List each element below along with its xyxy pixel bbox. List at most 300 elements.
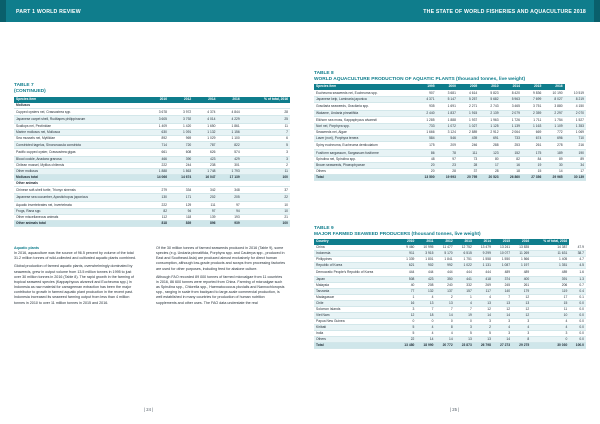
table8-col-header: 2000 (437, 84, 458, 90)
table9-cell: 0 (531, 337, 569, 343)
table9-cell: 3 (455, 324, 474, 330)
table9-cell: 0.0 (569, 312, 586, 318)
table7-cell: 1 132 (193, 129, 217, 135)
table9-cell: 5 170 (436, 251, 455, 257)
table8-cell: 2 079 (501, 110, 522, 116)
table8-cell: 1 726 (501, 116, 522, 123)
table9-cell: 40 (397, 282, 416, 288)
table7-cell: 279 (145, 187, 169, 194)
table7-cell: 896 (193, 221, 217, 227)
table9-row-label: Solomon Islands (314, 306, 397, 312)
table8-cell: 935 (415, 103, 436, 110)
table8-title (314, 71, 525, 82)
table8-cell: 4 371 (415, 97, 436, 103)
table8-cell: 89 (565, 157, 586, 163)
table7-row-label: Molluscs total (14, 174, 145, 180)
table9-cell: 1 558 (474, 257, 493, 263)
table7-col-header: 2012 (169, 97, 193, 103)
table9-cell: 1 801 (416, 257, 435, 263)
table9-col-header: 2011 (416, 239, 435, 245)
text-column-b (156, 246, 286, 309)
table8-cell: 261 (522, 142, 543, 149)
table9-cell: 1 351 (531, 263, 569, 269)
table9-cell: 0 (397, 318, 416, 324)
table7-cell: 892 (145, 135, 169, 141)
body-paragraph: In 2016, aquaculture was the source of 96.5 percent by volume of the total 31.2 million tonnes of wild-collected and cultivated aquatic plants combined. (14, 251, 137, 261)
table9-col-header: 2016 (512, 239, 531, 245)
table8-row-label: Wakame, Undaria pinnatifida (314, 110, 415, 116)
table8-cell: 1 963 (479, 116, 500, 123)
table9-cell: 206 (531, 282, 569, 288)
table9-cell: 11 477 (436, 245, 455, 251)
table9-cell: 245 (493, 282, 512, 288)
table8-cell: 2 070 (565, 110, 586, 116)
table9-cell: 29 275 (512, 343, 531, 349)
table9-cell: 441 (455, 276, 474, 282)
table9-cell: 902 (416, 263, 435, 269)
table9-cell: 8 (512, 337, 531, 343)
table7-cell: 16 047 (193, 174, 217, 180)
table8-row-label: Gracilaria seaweeds, Gracilaria spp. (314, 103, 415, 110)
table7-row-label: Molluscs (14, 103, 145, 109)
table9-row-label: Malaysia (314, 282, 397, 288)
table7-col-header: Species item (14, 97, 145, 103)
table8-cell: 189 (543, 149, 564, 156)
table8-cell: 37 (458, 169, 479, 175)
table9-cell: 3 (512, 318, 531, 324)
table9-cell: 20 772 (436, 343, 455, 349)
text-column-a (14, 246, 138, 309)
table7-cell: 193 (218, 215, 242, 221)
table8-col-header: 2016 (543, 84, 564, 90)
table7-cell: 429 (218, 156, 242, 162)
body-paragraph: Global production of farmed aquatic plants, overwhelmingly dominated by seaweeds, grew in output volume from 13.5 million tonnes in 1995 to just over 30 million tonnes in 2016 (Table 8). The rapid growth in the farming of tropical seaweed species (Kappaphycus alvarezii and Eucheuma spp.) in Indonesia as raw material for carrageenan extraction has been the major contributor to growth in farmed aquatic plant production in the recent past. Indonesia increased its seaweed farming output from less than 4 million tonnes in 2010 to over 11 million tonnes in 2015 and 2016. (14, 264, 134, 305)
table7-cell: 11 (242, 168, 290, 174)
table9-cell: 489 (512, 269, 531, 276)
table9-cell: 3 (493, 331, 512, 337)
table7-cell: 1 156 (218, 129, 242, 135)
table7-row-label: Frogs, Rana spp. (14, 209, 145, 215)
table8-cell: 28 (458, 163, 479, 169)
table7-cell: 112 (145, 215, 169, 221)
table9-cell: 1 550 (493, 257, 512, 263)
table8-cell: 5 257 (458, 97, 479, 103)
table9-cell: 0.1 (569, 294, 586, 300)
table8-cell: 710 (565, 136, 586, 142)
table9-col-header: 2010 (397, 239, 416, 245)
table8-row-label: Fusiform sargassum, Sargassum fusiforme (314, 149, 415, 156)
table8-cell: 1 139 (501, 124, 522, 130)
table9-cell: 444 (416, 269, 435, 276)
table8-cell: 13 500 (415, 175, 436, 181)
table9-title (314, 226, 481, 237)
table9-cell: 3 (397, 306, 416, 312)
table8-cell: 80 (479, 157, 500, 163)
table7-cell: 1 748 (193, 168, 217, 174)
table8-row (314, 103, 586, 110)
table8-cell: 3 751 (522, 103, 543, 110)
table7-row-label: Chilean mussel, Mytilus chilensis (14, 162, 145, 168)
table9-cell: 5 (474, 331, 493, 337)
table8-cell: 246 (458, 142, 479, 149)
table9-cell: 4 (455, 300, 474, 306)
table8-cell: 1 888 (437, 116, 458, 123)
table9-cell: 0.0 (569, 324, 586, 330)
table8-cell: 1 109 (543, 124, 564, 130)
table7-row (14, 109, 290, 116)
table9-cell: 4 (512, 324, 531, 330)
table8-cell: 1 285 (415, 116, 436, 123)
table8-cell: 1 069 (565, 130, 586, 136)
table7-row (14, 187, 290, 194)
table8-row-label: Laver (nori), Porphyra tenera (314, 136, 415, 142)
table9-cell: 77 (397, 288, 416, 294)
table9-cell: 423 (416, 276, 435, 282)
table8-cell: 26 860 (501, 175, 522, 181)
table8-cell: 10 519 (565, 90, 586, 97)
table8-cell: 1 353 (565, 124, 586, 130)
table9-cell: 13 241 (493, 245, 512, 251)
table7-row-label: Other molluscs (14, 168, 145, 174)
table9-cell: 332 (455, 282, 474, 288)
table9-cell: 992 (436, 263, 455, 269)
table8-col-header: 2014 (501, 84, 522, 90)
table8-number: TABLE 8 (314, 71, 334, 76)
table9-cell: 0 (436, 318, 455, 324)
table8-cell: 2 743 (479, 103, 500, 110)
table8-row-label: Elkhorn sea moss, Kappaphycus alvarezii (314, 116, 415, 123)
table8-col-header: 2010 (479, 84, 500, 90)
table8-cell: 3 880 (543, 103, 564, 110)
table7-cell: 608 (169, 149, 193, 156)
table8-cell: 23 (437, 163, 458, 169)
table7-cell: 839 (169, 221, 193, 227)
page-number-right: | 25 | (450, 407, 460, 412)
table9-cell: 18 (416, 312, 435, 318)
table7-row (14, 116, 290, 123)
table7-row-label: Japanese sea cucumber, Apostichopus japonicus (14, 194, 145, 201)
table7-cell: 82 (145, 209, 169, 215)
table7-cell: 4 374 (193, 109, 217, 116)
table7-row (14, 142, 290, 149)
table8-cell: 1 915 (458, 110, 479, 116)
table9-cell: 489 (493, 269, 512, 276)
table9-cell: 0.0 (569, 318, 586, 324)
table9-cell: 2 (436, 294, 455, 300)
table9-cell: 15 (531, 300, 569, 306)
table9-row-label: China (314, 245, 397, 251)
table8-cell: 190 (565, 149, 586, 156)
table9-row-label: Madagascar (314, 294, 397, 300)
table7-row-label: Pacific cupped oyster, Crassostrea gigas (14, 149, 145, 156)
table8-cell: 1 125 (479, 124, 500, 130)
table9-cell: 0 (416, 318, 435, 324)
table7-cell: 129 (169, 201, 193, 208)
table9-cell: 1 339 (397, 257, 416, 263)
table9-cell: 1 (455, 294, 474, 300)
table8-cell: 2 297 (543, 110, 564, 116)
table8-col-header: 1995 (415, 84, 436, 90)
table9-cell: 2 (474, 324, 493, 330)
table9-cell: 4 (416, 331, 435, 337)
table9-row-label: India (314, 331, 397, 337)
table8-cell: 175 (522, 149, 543, 156)
table9-cell: 13 835 (512, 245, 531, 251)
table7-cell: 28 (242, 109, 290, 116)
table9-cell: 3 (512, 331, 531, 337)
table7-row-label: Other miscellaneous animals (14, 215, 145, 221)
table7-caption: (CONTINUED) (14, 88, 46, 94)
table8-cell: 27 356 (522, 175, 543, 181)
table8-cell: 4 150 (565, 103, 586, 110)
table8-cell: 216 (565, 142, 586, 149)
table7-col-header: 2014 (193, 97, 217, 103)
body-paragraph: Although FAO recorded 89 000 tonnes of farmed microalgae from 11 countries in 2016, 86 600 tonnes were reported from China. Farming of microalgae such as Spirulina spp., Chlorella spp., Haematococcus pluvialis and Nannochloropsis spp., ranging in scale from backyard to large-scale commercial production, is well established in many countries for production of human nutrition supplements and other uses. The FAO data understate the real (156, 274, 285, 305)
table9-cell: 4 (436, 331, 455, 337)
table7-row (14, 221, 290, 227)
table7-cell: 423 (193, 156, 217, 162)
table9-number: TABLE 9 (314, 226, 334, 231)
table8-cell: 2 912 (479, 130, 500, 136)
table8-cell: 29 965 (543, 175, 564, 181)
table9-cell: 13 (455, 337, 474, 343)
table9-cell: 1 131 (474, 263, 493, 269)
table9-cell: 11 (531, 306, 569, 312)
table8-cell: 84 (522, 157, 543, 163)
table7-cell: 94 (169, 209, 193, 215)
table9-cell: 1 022 (455, 263, 474, 269)
table9-caption: MAJOR FARMED SEAWEED PRODUCERS (thousand tonnes, live weight) (314, 231, 481, 237)
table9-cell: 1 (397, 294, 416, 300)
table9-cell: 269 (474, 282, 493, 288)
table7-cell: 3 (242, 156, 290, 162)
table8-cell: 78 (437, 149, 458, 156)
table8-cell: 2 440 (415, 110, 436, 116)
table7-cell: 630 (145, 129, 169, 135)
table9-cell: 14 (493, 337, 512, 343)
table8-cell: 584 (415, 136, 436, 142)
table8 (314, 84, 586, 181)
table8-cell: 439 (458, 136, 479, 142)
table9-cell: 157 (455, 288, 474, 294)
table9-cell: 8 (436, 324, 455, 330)
table7-cell: 574 (218, 149, 242, 156)
table7-cell: 222 (145, 201, 169, 208)
table9-row (314, 343, 586, 349)
table7-cell: 390 (169, 156, 193, 162)
report-title: THE STATE OF WORLD FISHERIES AND AQUACULTURE 2018 (423, 9, 586, 15)
table8-row-label: Japanese kelp, Laminaria japonica (314, 97, 415, 103)
table9-cell: 13 (474, 337, 493, 343)
table9-cell: 0 (455, 318, 474, 324)
table9-cell: 23 873 (455, 343, 474, 349)
table8-cell: 97 (437, 157, 458, 163)
table8-cell: 20 (415, 169, 436, 175)
table7-cell: 4 229 (218, 116, 242, 123)
table8-cell: 1 163 (522, 124, 543, 130)
table9-row-label: Others (314, 337, 397, 343)
table8-cell: 2 139 (479, 110, 500, 116)
table8-cell: 5 147 (437, 97, 458, 103)
table9-col-header: Country (314, 239, 397, 245)
table9-cell: 1.6 (569, 269, 586, 276)
table9-cell: 13 (474, 300, 493, 306)
table7-cell: 1 409 (145, 123, 169, 129)
table7-cell: 100 (242, 174, 290, 180)
table7-row-label: Japanese carpet shell, Ruditapes philippinarum (14, 116, 145, 123)
table7-title (14, 83, 46, 94)
table9-cell: 208 (416, 282, 435, 288)
table8-col-header: 2015 (522, 84, 543, 90)
table8-row-label: Spirulina nei, Spirulina spp. (314, 157, 415, 163)
table7-cell: 1 793 (218, 168, 242, 174)
table8-cell: 17 (565, 169, 586, 175)
table9-cell: 132 (416, 288, 435, 294)
table9-cell: 3 (531, 331, 569, 337)
table9-cell: 11 631 (531, 251, 569, 257)
table9-cell: 26 798 (474, 343, 493, 349)
table8-caption: WORLD AQUACULTURE PRODUCTION OF AQUATIC PLANTS (thousand tonnes, live weight) (314, 76, 526, 82)
table9-cell: 47.9 (569, 245, 586, 251)
table7-cell: 818 (145, 221, 169, 227)
table9-cell: 0.7 (569, 282, 586, 288)
table8-cell: 30 (543, 163, 564, 169)
table8-cell: 30 139 (565, 175, 586, 181)
table7-cell: 3 972 (169, 109, 193, 116)
table7-cell: 822 (218, 142, 242, 149)
table9-cell: 1 197 (512, 263, 531, 269)
table7-cell: 1 650 (193, 123, 217, 129)
table8-row-label: Seaweeds nei, Algae (314, 130, 415, 136)
table8-cell: 15 (522, 169, 543, 175)
table9-cell: 12 (474, 306, 493, 312)
table8-cell: 8 420 (501, 90, 522, 97)
table9-cell: 4 (531, 324, 569, 330)
table7-cell: 3 605 (145, 116, 169, 123)
table9-cell: 0.0 (569, 331, 586, 337)
table7-cell: 1 863 (169, 168, 193, 174)
table7-cell: 6 (242, 135, 290, 141)
table8-cell: 288 (479, 142, 500, 149)
table7-row-label: Chinese soft-shell turtle, Trionyx sinensis (14, 187, 145, 194)
table7-cell: 202 (193, 194, 217, 201)
table9-cell: 261 (512, 282, 531, 288)
table9-cell: 400 (512, 276, 531, 282)
table9-cell: 1 566 (512, 257, 531, 263)
table8-cell: 674 (522, 136, 543, 142)
table8-cell: 1 837 (437, 110, 458, 116)
table8-cell: 1 937 (458, 116, 479, 123)
table9-cell: 6 515 (455, 251, 474, 257)
table7-cell: 348 (218, 187, 242, 194)
table7-col-header: % of total, 2016 (242, 97, 290, 103)
table7-row-label: Scallops nei, Pectinidae (14, 123, 145, 129)
table9-cell: 444 (397, 269, 416, 276)
table9-cell: 13 (436, 300, 455, 306)
table9-col-header: 2012 (436, 239, 455, 245)
table8-cell: 7 699 (522, 97, 543, 103)
table9-cell: 9 460 (397, 245, 416, 251)
table9-cell: 179 (512, 288, 531, 294)
table9-cell: 14 (493, 312, 512, 318)
table9-cell: 4 (493, 324, 512, 330)
table9-cell: 444 (436, 269, 455, 276)
table7-cell: 661 (145, 149, 169, 156)
table9-row-label: Japan (314, 276, 397, 282)
table7-col-header: 2010 (145, 97, 169, 103)
table9-col-header: 2013 (455, 239, 474, 245)
table9-row-label: Republic of Korea (314, 263, 397, 269)
table9-cell: 12 (512, 294, 531, 300)
table9-cell: 17 (531, 294, 569, 300)
table7-row-label: Marine molluscs nei, Mollusca (14, 129, 145, 135)
table7-cell: 10 (242, 209, 290, 215)
table9-row-label: Philippines (314, 257, 397, 263)
table8-cell: 1 027 (458, 124, 479, 130)
header-accent-block (0, 0, 6, 22)
table9-cell: 10 995 (416, 245, 435, 251)
table9-cell: 444 (474, 269, 493, 276)
table8-cell: 772 (543, 130, 564, 136)
table7-cell: 3 678 (145, 109, 169, 116)
table8-col-header: 2005 (458, 84, 479, 90)
table7-cell: 21 (242, 215, 290, 221)
table9-cell: 391 (531, 276, 569, 282)
table8-cell: 16 (501, 163, 522, 169)
table8-cell: 14 (543, 169, 564, 175)
table9-cell: 1.3 (569, 276, 586, 282)
table9-cell: 14 (436, 337, 455, 343)
header-accent-block (594, 0, 600, 22)
table7-cell: 1 029 (193, 135, 217, 141)
table8-cell: 17 (479, 163, 500, 169)
table8-cell: 111 (458, 149, 479, 156)
table8-cell: 8 219 (565, 97, 586, 103)
table9-cell: 0.0 (569, 300, 586, 306)
table7-row-label: Cupped oysters nei, Crassostrea spp. (14, 109, 145, 116)
table9-cell: 4 (416, 294, 435, 300)
table9-cell: 11 269 (512, 251, 531, 257)
table7-row-label: Aquatic invertebrates nei, Invertebrata (14, 201, 145, 208)
table9-cell: 100.0 (569, 343, 586, 349)
table8-cell: 28 (437, 169, 458, 175)
table7-cell: 11 (242, 123, 290, 129)
table9-cell: 4 (474, 294, 493, 300)
table9-cell: 12 752 (455, 245, 474, 251)
table9-cell: 119 (531, 288, 569, 294)
table7-cell: 301 (218, 162, 242, 168)
table9-row-label: Viet Nam (314, 312, 397, 318)
table9-cell: 489 (531, 269, 569, 276)
table9-cell: 4 (531, 318, 569, 324)
table8-cell: 278 (543, 142, 564, 149)
table9-col-header: 2015 (493, 239, 512, 245)
table7-cell: 37 (242, 187, 290, 194)
table8-cell: 175 (415, 142, 436, 149)
table7-row (14, 201, 290, 208)
table9-row-label: Tanzania (314, 288, 397, 294)
table9-cell: 621 (397, 263, 416, 269)
table7-cell: 130 (145, 194, 169, 201)
table9-cell: 19 (455, 312, 474, 318)
table8-cell: 4 614 (458, 90, 479, 97)
table7-cell: 14 674 (169, 174, 193, 180)
table8-cell: 696 (543, 136, 564, 142)
table9-cell: 10 (531, 312, 569, 318)
table9-cell: 16 (397, 300, 416, 306)
table9-cell: 12 (493, 306, 512, 312)
table9-cell: 5 (455, 331, 474, 337)
